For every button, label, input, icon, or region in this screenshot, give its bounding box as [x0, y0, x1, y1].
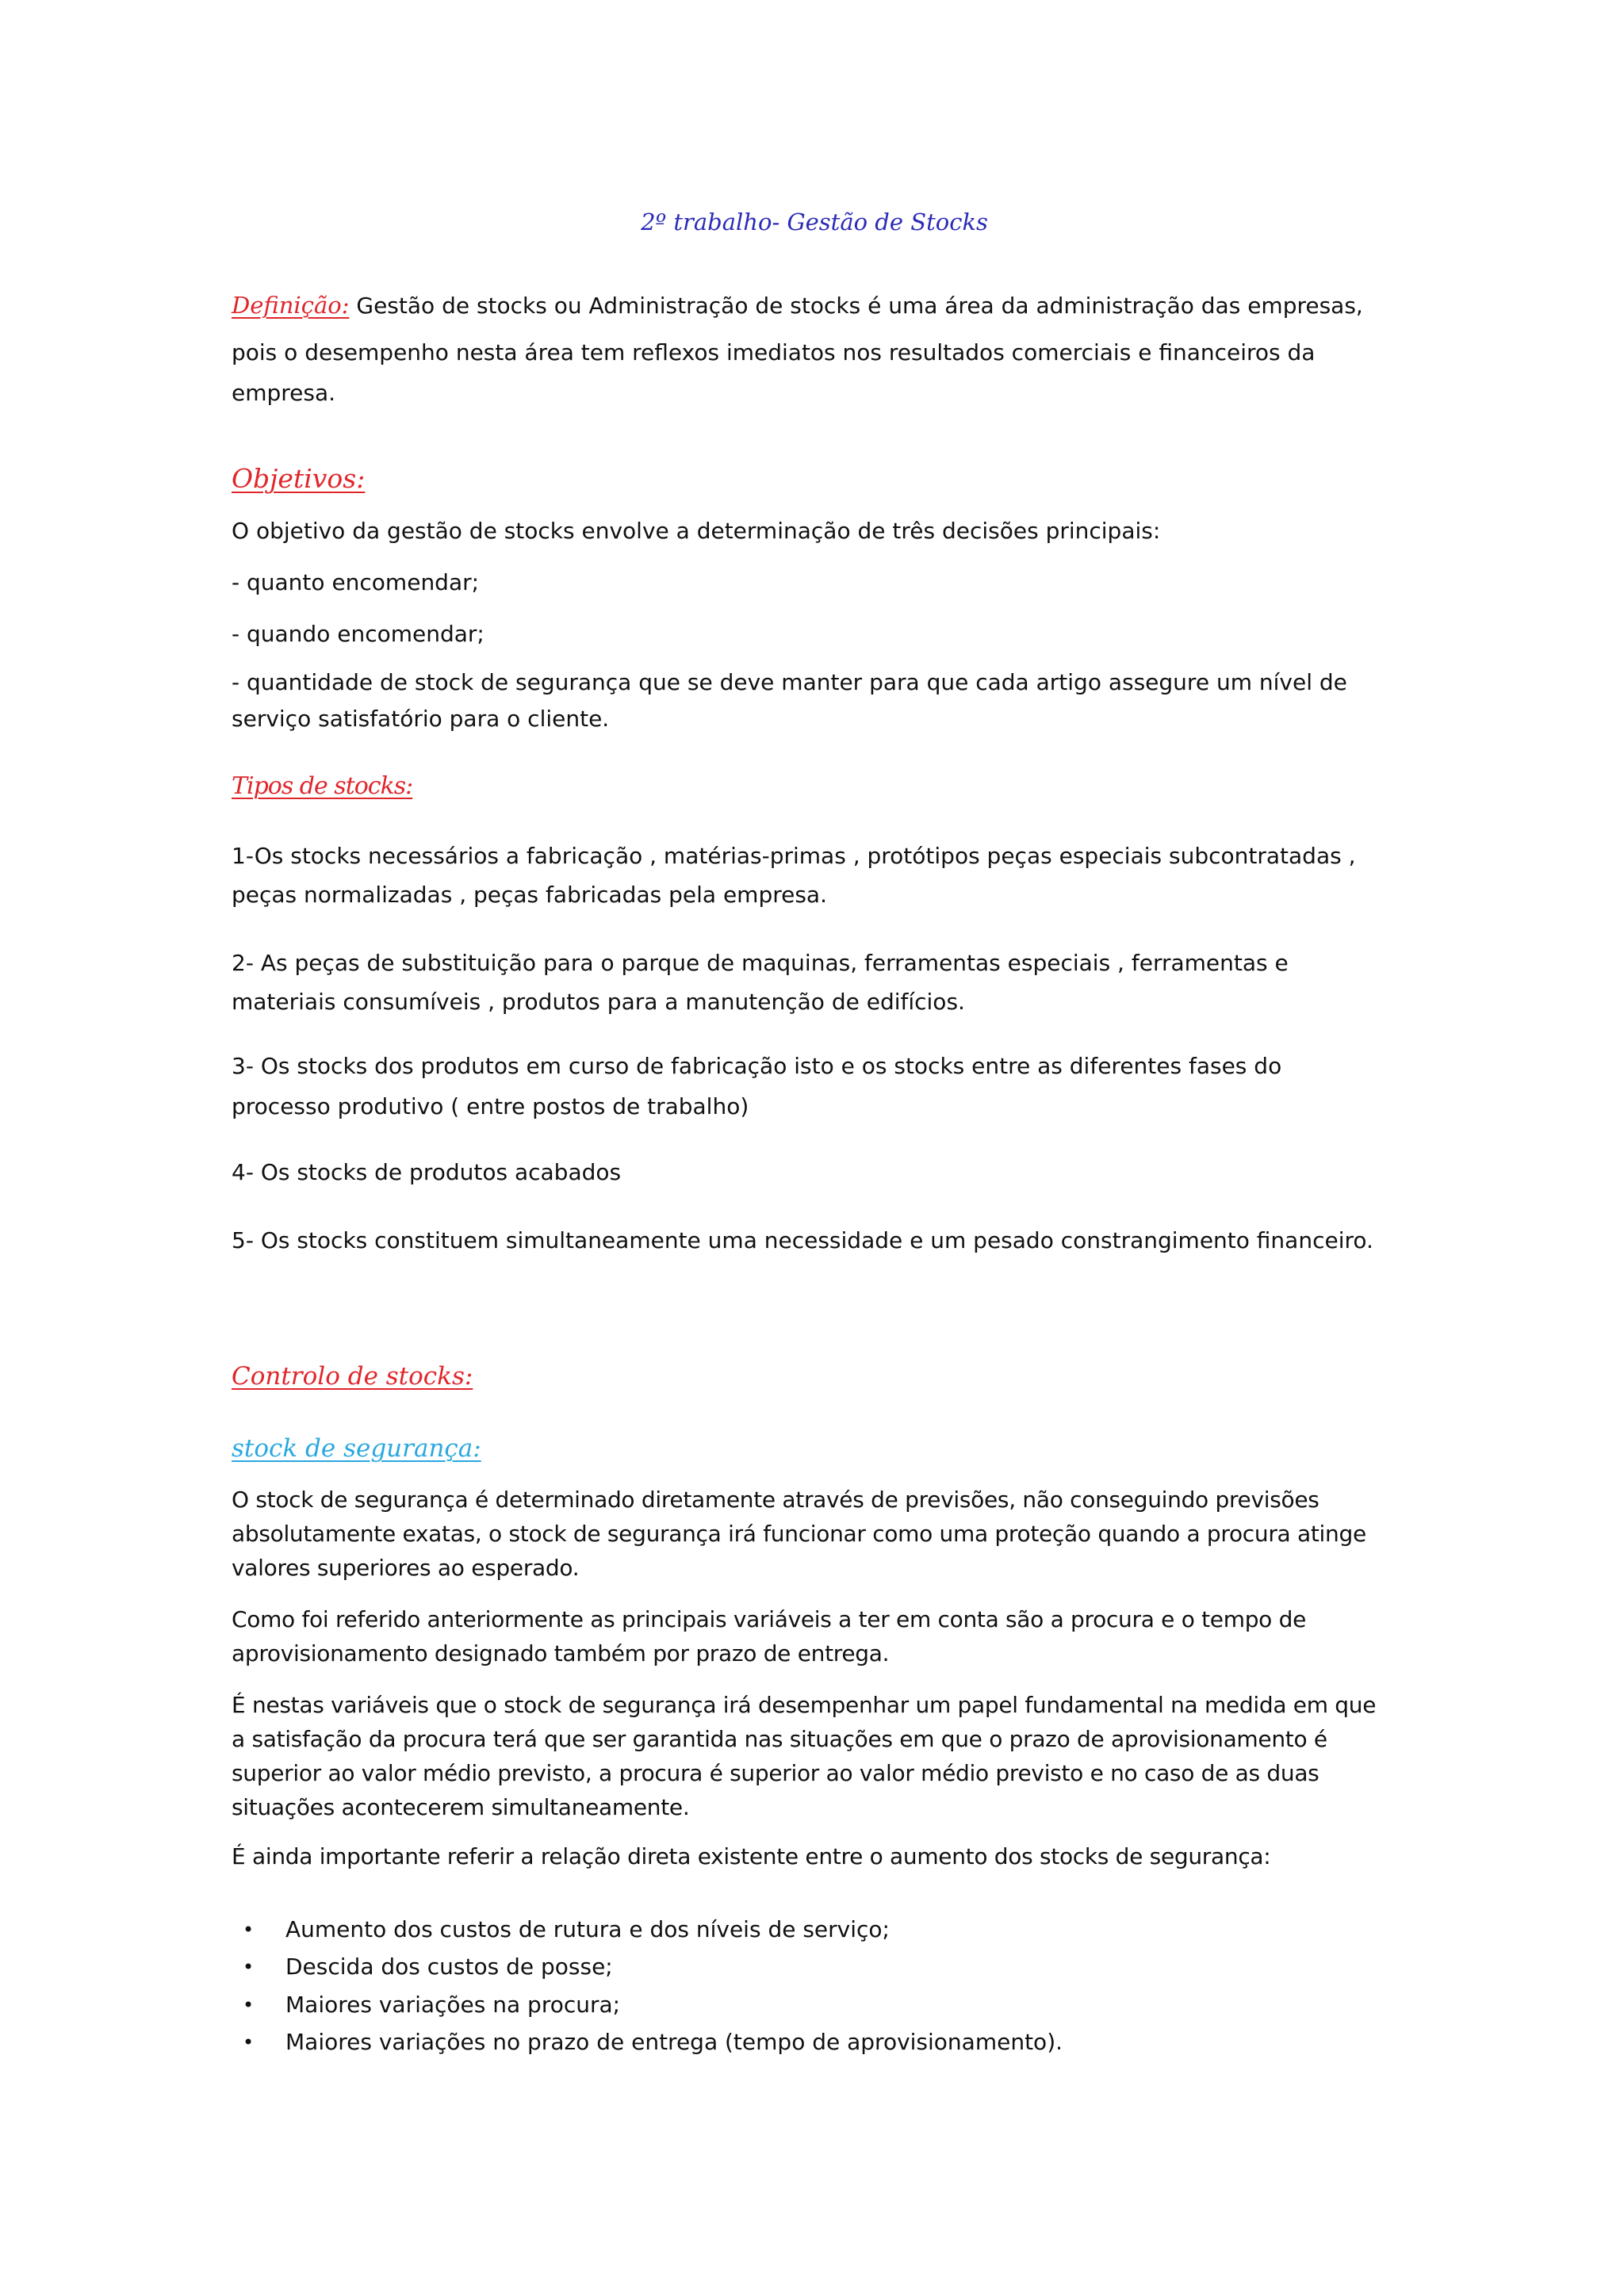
bullet-text: Maiores variações na procura;	[285, 1992, 621, 2018]
tipos-2-line-1: 2- As peças de substituição para o parque de maquinas, ferramentas especiais , ferramentas e	[232, 950, 1289, 976]
objetivos-item-3-line-2: serviço satisfatório para o cliente.	[232, 706, 610, 732]
definition-text-1: Gestão de stocks ou Administração de stocks é uma área da administração das empresas,	[349, 293, 1363, 319]
objetivos-item-1: - quanto encomendar;	[232, 569, 480, 595]
objetivos-intro: O objetivo da gestão de stocks envolve a determinação de três decisões principais:	[232, 518, 1161, 544]
bullet-icon: •	[243, 1919, 255, 1941]
bullet-icon: •	[243, 1956, 255, 1978]
tipos-3-line-2: processo produtivo ( entre postos de trabalho)	[232, 1093, 749, 1119]
seguranca-p1-line-1: O stock de segurança é determinado diretamente através de previsões, não conseguindo previsões	[232, 1487, 1320, 1513]
bullet-icon: •	[243, 2031, 255, 2053]
tipos-5: 5- Os stocks constituem simultaneamente uma necessidade e um pesado constrangimento financeiro.	[232, 1227, 1373, 1253]
tipos-4: 4- Os stocks de produtos acabados	[232, 1159, 622, 1185]
bullet-icon: •	[243, 1994, 255, 2016]
bullet-text: Descida dos custos de posse;	[285, 1954, 613, 1980]
stock-seguranca-heading: stock de segurança:	[232, 1434, 481, 1463]
tipos-heading: Tipos de stocks:	[232, 772, 413, 800]
definition-line-3: empresa.	[232, 380, 336, 406]
definition-line-2: pois o desempenho nesta área tem reflexos imediatos nos resultados comerciais e financeiros da	[232, 339, 1316, 365]
tipos-1-line-2: peças normalizadas , peças fabricadas pela empresa.	[232, 882, 827, 908]
objetivos-item-2: - quando encomendar;	[232, 621, 485, 647]
seguranca-p3-line-4: situações acontecerem simultaneamente.	[232, 1794, 690, 1820]
objetivos-heading: Objetivos:	[232, 463, 366, 494]
definition-label: Definição:	[232, 292, 350, 319]
objetivos-item-3-line-1: - quantidade de stock de segurança que se deve manter para que cada artigo assegure um nível de	[232, 669, 1347, 695]
bullet-text: Maiores variações no prazo de entrega (tempo de aprovisionamento).	[285, 2029, 1063, 2055]
document-title: 2º trabalho- Gestão de Stocks	[641, 209, 988, 235]
seguranca-p3-line-1: É nestas variáveis que o stock de segurança irá desempenhar um papel fundamental na medida em que	[232, 1692, 1377, 1718]
tipos-1-line-1: 1-Os stocks necessários a fabricação , matérias-primas , protótipos peças especiais subcontratadas ,	[232, 843, 1356, 869]
tipos-3-line-1: 3- Os stocks dos produtos em curso de fabricação isto e os stocks entre as diferentes fases do	[232, 1053, 1282, 1079]
seguranca-p3-line-3: superior ao valor médio previsto, a procura é superior ao valor médio previsto e no caso de as duas	[232, 1760, 1320, 1786]
seguranca-p4: É ainda importante referir a relação direta existente entre o aumento dos stocks de segurança:	[232, 1843, 1271, 1869]
tipos-2-line-2: materiais consumíveis , produtos para a manutenção de edifícios.	[232, 989, 965, 1015]
seguranca-p3-line-2: a satisfação da procura terá que ser garantida nas situações em que o prazo de aprovisionamento é	[232, 1726, 1327, 1752]
controlo-heading: Controlo de stocks:	[232, 1362, 473, 1391]
bullet-text: Aumento dos custos de rutura e dos níveis de serviço;	[285, 1916, 890, 1942]
seguranca-p1-line-2: absolutamente exatas, o stock de segurança irá funcionar como uma proteção quando a procura atinge	[232, 1521, 1366, 1547]
seguranca-p2-line-1: Como foi referido anteriormente as principais variáveis a ter em conta são a procura e o tempo de	[232, 1606, 1307, 1632]
seguranca-p2-line-2: aprovisionamento designado também por prazo de entrega.	[232, 1640, 890, 1667]
seguranca-p1-line-3: valores superiores ao esperado.	[232, 1555, 580, 1581]
definition-line-1	[232, 289, 1363, 322]
